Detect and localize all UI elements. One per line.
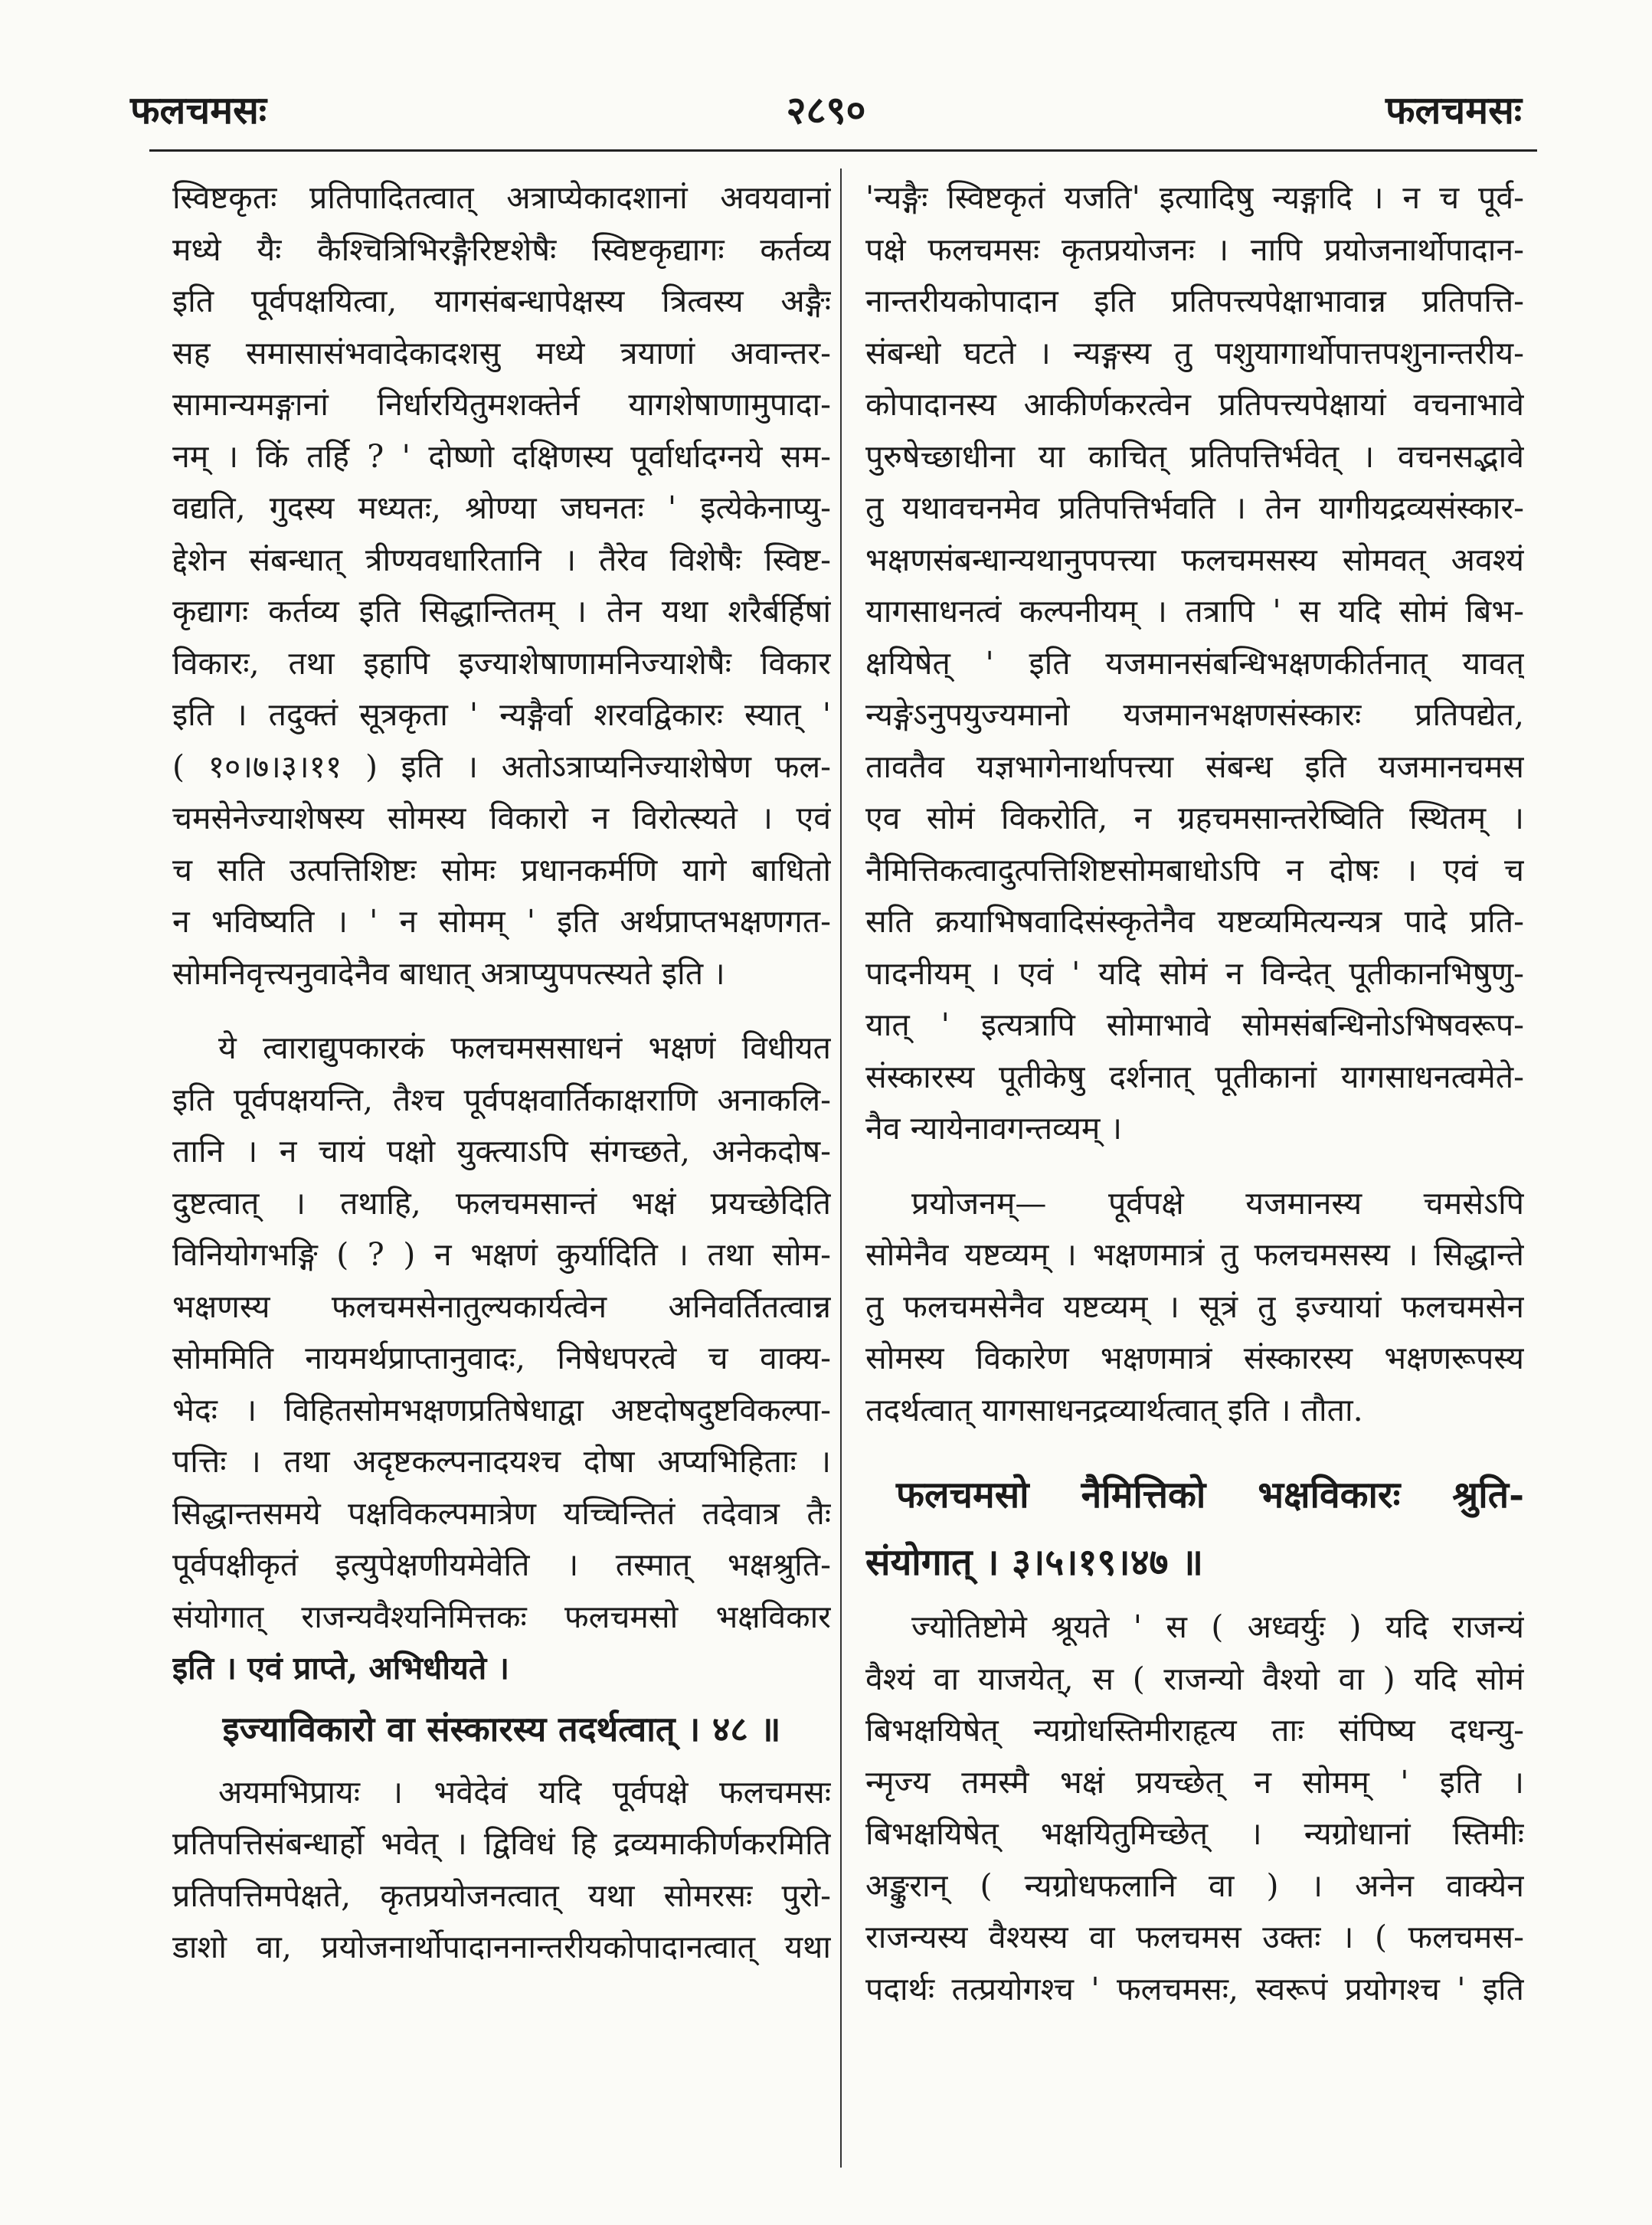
text-line: सामान्यमङ्गानां निर्धारयितुमशक्तेर्न यागशेषाणामुपादा- — [172, 386, 831, 423]
text-line: न्यङ्गेऽनुपयुज्यमानो यजमानभक्षणसंस्कारः प्रतिपद्येत, — [865, 696, 1524, 733]
text-line: ( १०।७।३।११ ) इति । अतोऽत्राप्यनिज्याशेषेण फल- — [172, 748, 831, 785]
text-line: 'न्यङ्गैः स्विष्टकृतं यजति' इत्यादिषु न्यङ्गादि । न च पूर्व- — [865, 179, 1524, 216]
text-line: द्देशेन संबन्धात् त्रीण्यवधारितानि । तैरेव विशेषैः स्विष्ट- — [172, 541, 831, 578]
text-line: यागसाधनत्वं कल्पनीयम् । तत्रापि ' स यदि सोमं बिभ- — [865, 593, 1524, 630]
running-head-right: फलचमसः — [1385, 87, 1522, 133]
text-line: मध्ये यैः कैश्चित्रिभिरङ्गैरिष्टशेषैः स्विष्टकृद्यागः कर्तव्य — [172, 231, 831, 268]
left-column — [172, 172, 831, 2179]
right-paragraph-3 — [865, 1602, 1524, 2015]
text-line: भेदः । विहितसोमभक्षणप्रतिषेधाद्वा अष्टदोषदुष्टविकल्पा- — [172, 1391, 831, 1428]
left-paragraph-2 — [172, 1023, 831, 1695]
text-line: विकारः, तथा इहापि इज्याशेषाणामनिज्याशेषैः विकार — [172, 644, 831, 682]
text-line: विनियोगभङ्गि ( ? ) न भक्षणं कुर्यादिति । तथा सोम- — [172, 1236, 831, 1273]
text-line: यात् ' इत्यत्रापि सोमाभावे सोमसंबन्धिनोऽभिषवरूप- — [865, 1006, 1524, 1043]
text-line: तदर्थत्वात् यागसाधनद्रव्यार्थत्वात् इति । तौता. — [865, 1391, 1363, 1428]
text-line: संयोगात् राजन्यवैश्यनिमित्तकः फलचमसो भक्षविकार — [172, 1598, 831, 1635]
text-line: एव सोमं विकरोति, न ग्रहचमसान्तरेष्विति स्थितम् । — [865, 800, 1524, 836]
text-line: स्विष्टकृतः प्रतिपादितत्वात् अत्राप्येकादशानां अवयवानां — [172, 179, 831, 216]
text-line: फलचमसो नैमित्तिको भक्षविकारः श्रुति- — [896, 1474, 1524, 1517]
text-line: सोममिति नायमर्थप्राप्तानुवादः, निषेधपरत्वे च वाक्य- — [172, 1340, 831, 1376]
text-line: पुरुषेच्छाधीना या काचित् प्रतिपत्तिर्भवेत् । वचनसद्भावे — [865, 437, 1524, 475]
text-line: च सति उत्पत्तिशिष्टः सोमः प्रधानकर्मणि यागे बाधितो — [172, 851, 831, 888]
text-line: अङ्कुरान् ( न्यग्रोधफलानि वा ) । अनेन वाक्येन — [865, 1867, 1524, 1904]
text-line: चमसेनेज्याशेषस्य सोमस्य विकारो न विरोत्स्यते । एवं — [172, 800, 831, 836]
text-line: संयोगात् । ३।५।१९।४७ ॥ — [865, 1541, 1203, 1584]
left-paragraph-3 — [172, 1767, 831, 1974]
text-line: भक्षणसंबन्धान्यथानुपपत्त्या फलचमसस्य सोमवत् अवश्यं — [865, 541, 1524, 578]
text-line: प्रतिपत्तिमपेक्षते, कृतप्रयोजनत्वात् यथा सोमरसः पुरो- — [172, 1877, 831, 1914]
text-line: न भविष्यति । ' न सोमम् ' इति अर्थप्राप्तभक्षणगत- — [172, 903, 831, 940]
text-line: सह समासासंभवादेकादशसु मध्ये त्रयाणां अवान्तर- — [172, 334, 831, 371]
text-line: नैमित्तिकत्वादुत्पत्तिशिष्टसोमबाधोऽपि न दोषः । एवं च — [865, 851, 1524, 888]
text-line: ज्योतिष्टोमे श्रूयते ' स ( अध्वर्युः ) यदि राजन्यं — [911, 1608, 1524, 1645]
text-line: नम् । किं तर्हि ? ' दोष्णो दक्षिणस्य पूर्वार्धादग्नये सम- — [172, 437, 831, 475]
text-line: बिभक्षयिषेत् न्यग्रोधस्तिमीराहृत्य ताः संपिष्य दधन्यु- — [865, 1712, 1524, 1749]
text-line: संबन्धो घटते । न्यङ्गस्य तु पशुयागार्थोपात्तपशुनान्तरीय- — [865, 334, 1524, 371]
column-divider — [840, 169, 842, 2168]
text-line: प्रयोजनम्— पूर्वपक्षे यजमानस्य चमसेऽपि — [911, 1184, 1524, 1222]
text-line: ये त्वाराद्युपकारकं फलचमससाधनं भक्षणं विधीयत — [218, 1029, 831, 1066]
right-column — [865, 172, 1524, 2179]
text-line: भक्षणस्य फलचमसेनातुल्यकार्यत्वेन अनिवर्तितत्वान्न — [172, 1288, 831, 1325]
sutra-48-heading: इज्याविकारो वा संस्कारस्य तदर्थत्वात् । ४८ ॥ — [222, 1708, 781, 1749]
text-line: वद्यति, गुदस्य मध्यतः, श्रोण्या जघनतः ' इत्येकेनाप्यु- — [172, 489, 831, 526]
text-line: पूर्वपक्षीकृतं इत्युपेक्षणीयमेवेति । तस्मात् भक्षश्रुति- — [172, 1546, 831, 1583]
text-line: इति । तदुक्तं सूत्रकृता ' न्यङ्गैर्वा शरवद्विकारः स्यात् ' — [172, 696, 831, 733]
text-line: पत्तिः । तथा अदृष्टकल्पनादयश्च दोषा अप्यभिहिताः । — [172, 1443, 831, 1480]
text-line: तावतैव यज्ञभागेनार्थापत्त्या संबन्ध इति यजमानचमस — [865, 748, 1524, 785]
text-line: सोमस्य विकारेण भक्षणमात्रं संस्कारस्य भक्षणरूपस्य — [865, 1340, 1524, 1376]
prayojanam-paragraph — [865, 1178, 1524, 1437]
text-line: प्रतिपत्तिसंबन्धार्हो भवेत् । द्विविधं हि द्रव्यमाकीर्णकरमिति — [172, 1825, 831, 1862]
text-line: पक्षे फलचमसः कृतप्रयोजनः । नापि प्रयोजनार्थोपादान- — [865, 231, 1524, 268]
text-line: तु यथावचनमेव प्रतिपत्तिर्भवति । तेन यागीयद्रव्यसंस्कार- — [865, 489, 1524, 526]
left-paragraph-1 — [172, 172, 831, 1000]
text-line: दुष्टत्वात् । तथाहि, फलचमसान्तं भक्षं प्रयच्छेदिति — [172, 1184, 831, 1222]
header-rule — [149, 149, 1537, 152]
text-line: बिभक्षयिषेत् भक्षयितुमिच्छेत् । न्यग्रोधानां स्तिमीः — [865, 1815, 1524, 1852]
text-line: सोमेनैव यष्टव्यम् । भक्षणमात्रं तु फलचमसस्य । सिद्धान्ते — [865, 1236, 1524, 1273]
text-line: पदार्थः तत्प्रयोगश्च ' फलचमसः, स्वरूपं प्रयोगश्च ' इति — [865, 1970, 1524, 2007]
sutra-47-heading — [865, 1467, 1524, 1591]
text-line: डाशो वा, प्रयोजनार्थोपादाननान्तरीयकोपादानत्वात् यथा — [172, 1929, 831, 1965]
running-head-left: फलचमसः — [130, 87, 267, 133]
text-line: तानि । न चायं पक्षो युक्त्याऽपि संगच्छते, अनेकदोष- — [172, 1133, 831, 1170]
page-header — [123, 83, 1529, 136]
text-line: सति क्रयाभिषवादिसंस्कृतेनैव यष्टव्यमित्यन्यत्र पादे प्रति- — [865, 903, 1524, 940]
text-line: कृद्यागः कर्तव्य इति सिद्धान्तितम् । तेन यथा शरैर्बर्हिषां — [172, 593, 831, 630]
text-line: पादनीयम् । एवं ' यदि सोमं न विन्देत् पूतीकानभिषुणु- — [865, 954, 1524, 992]
text-line: न्मृज्य तमस्मै भक्षं प्रयच्छेत् न सोमम् ' इति । — [865, 1763, 1524, 1801]
text-line: नैव न्यायेनावगन्तव्यम् । — [865, 1110, 1122, 1147]
text-line: वैश्यं वा याजयेत्, स ( राजन्यो वैश्यो वा ) यदि सोमं — [865, 1660, 1524, 1697]
text-line: संस्कारस्य पूतीकेषु दर्शनात् पूतीकानां यागसाधनत्वमेते- — [865, 1058, 1524, 1095]
text-line: नान्तरीयकोपादान इति प्रतिपत्त्यपेक्षाभावान्न प्रतिपत्ति- — [865, 283, 1524, 319]
text-line: इति । एवं प्राप्ते, अभिधीयते । — [172, 1650, 510, 1687]
text-line: राजन्यस्य वैश्यस्य वा फलचमस उक्तः । ( फलचमस- — [865, 1919, 1524, 1955]
right-paragraph-1 — [865, 172, 1524, 1155]
text-line: इति पूर्वपक्षयन्ति, तैश्च पूर्वपक्षवार्तिकाक्षराणि अनाकलि- — [172, 1081, 831, 1118]
text-line: तु फलचमसेनैव यष्टव्यम् । सूत्रं तु इज्यायां फलचमसेन — [865, 1288, 1524, 1325]
text-line: इति पूर्वपक्षयित्वा, यागसंबन्धापेक्षस्य त्रित्वस्य अङ्गैः — [172, 283, 831, 319]
text-line: क्षयिषेत् ' इति यजमानसंबन्धिभक्षणकीर्तनात् यावत् — [865, 644, 1524, 682]
text-line: सिद्धान्तसमये पक्षविकल्पमात्रेण यच्चिन्तितं तदेवात्र तैः — [172, 1494, 831, 1532]
text-line: सोमनिवृत्त्यनुवादेनैव बाधात् अत्राप्युपपत्स्यते इति । — [172, 954, 725, 992]
text-line: कोपादानस्य आकीर्णकरत्वेन प्रतिपत्त्यपेक्षायां वचनाभावे — [865, 386, 1524, 423]
text-line: अयमभिप्रायः । भवेदेवं यदि पूर्वपक्षे फलचमसः — [218, 1773, 831, 1811]
page-number: २८९० — [786, 87, 866, 133]
